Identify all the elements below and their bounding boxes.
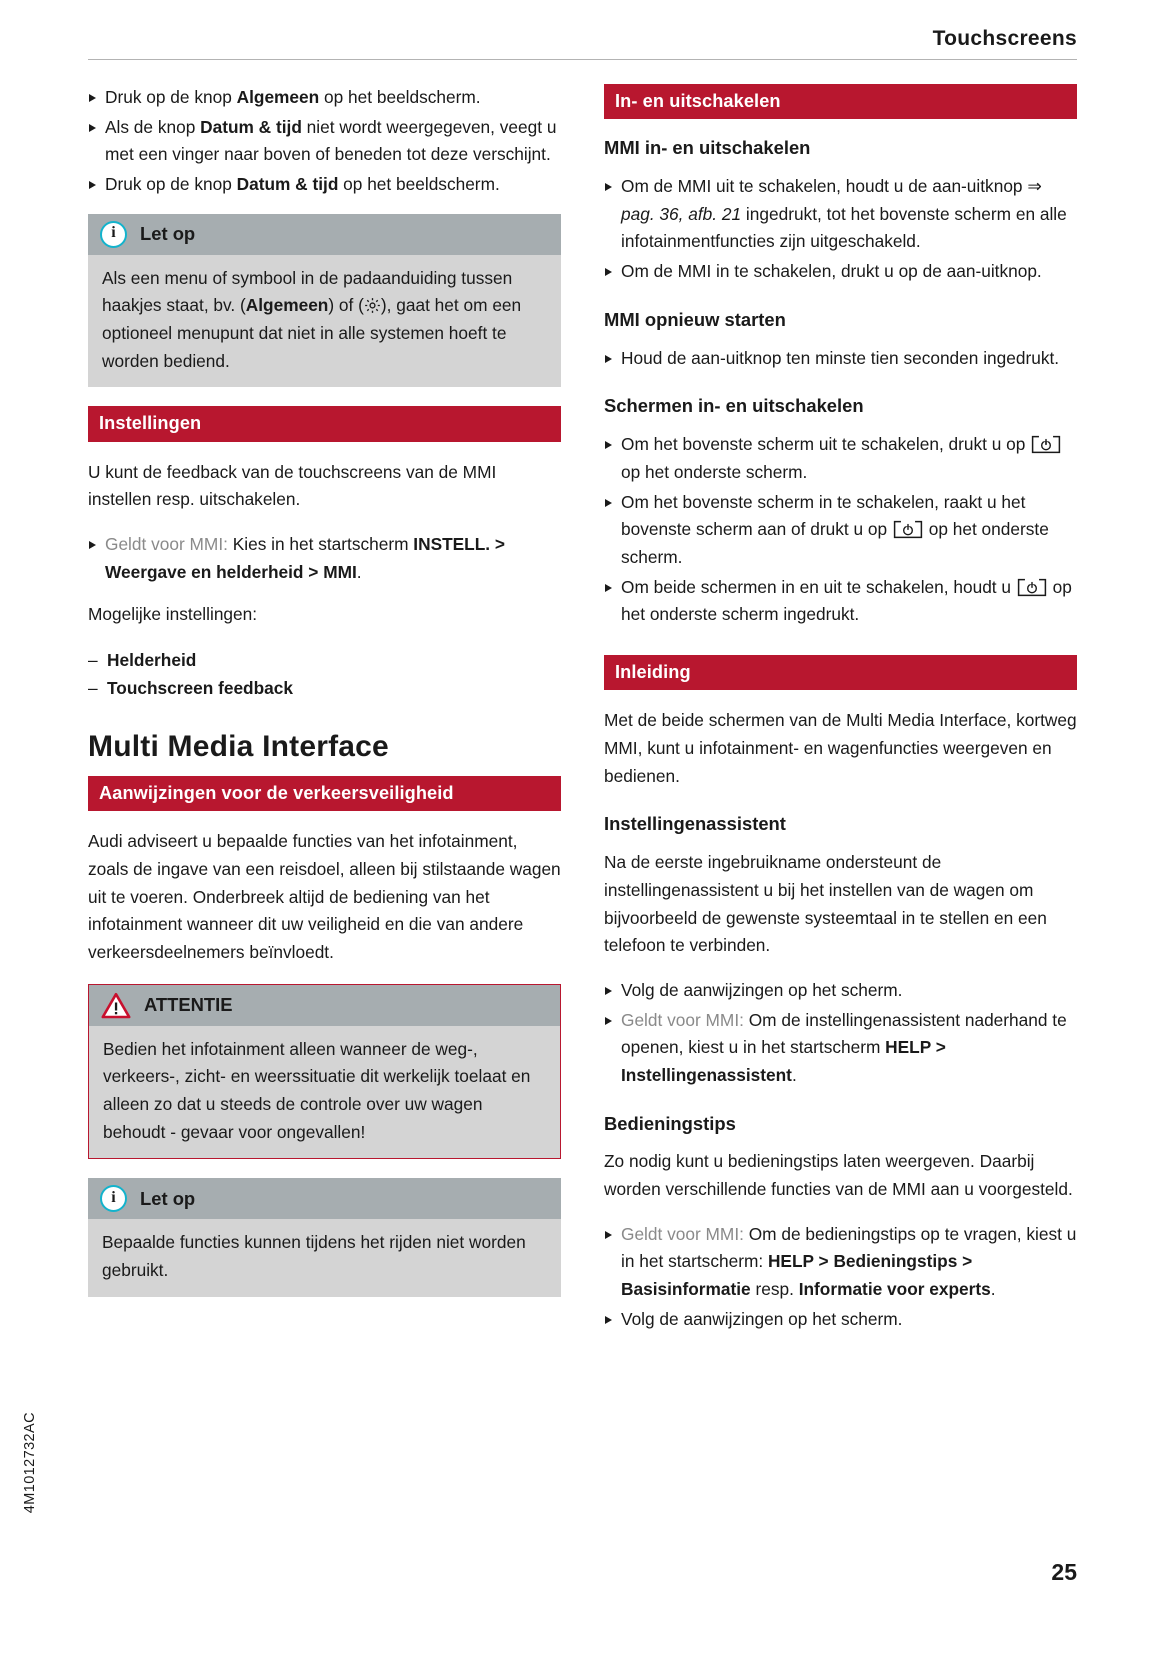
bullet-text: op het beeldscherm. [319, 87, 481, 107]
menu-path-item: Bedieningstips [833, 1251, 958, 1272]
note-box-let-op-1 [88, 214, 561, 388]
assistant-paragraph: Na de eerste ingebruikname ondersteunt de instellingenassistent u bij het instellen van de wagen om bijvoorbeeld de gewenste systeemtaal in te stellen en een telefoon te verbinden. [604, 852, 1047, 956]
subheading-instellingenassistent: Instellingenassistent [604, 813, 786, 835]
note-box-let-op-2 [88, 1178, 561, 1296]
note-box-body [88, 255, 561, 388]
section-heading-verkeersveiligheid: Aanwijzingen voor de verkeersveiligheid [88, 776, 561, 811]
bullet-text: ingedrukt, tot het bovenste scherm en alle infotainmentfuncties zijn uitgeschakeld. [621, 203, 1067, 252]
note-box-body: Bepaalde functies kunnen tijdens het rijden niet worden gebruikt. [88, 1219, 561, 1296]
bullet-text: Om de bedieningstips op te vragen, kiest u in het startscherm: [621, 1223, 1077, 1272]
note-box-header [88, 214, 561, 255]
bullet-text: Om beide schermen in en uit te schakelen, houdt u [621, 576, 1016, 597]
note-bold-term: Algemeen [245, 295, 329, 316]
menu-path-item: Informatie voor experts [798, 1279, 991, 1300]
screen-power-icon [1017, 578, 1047, 597]
bullet-text: . [791, 1064, 797, 1085]
menu-path-separator: > [930, 1037, 946, 1058]
note-text: ) of ( [328, 295, 364, 316]
assistant-list [604, 977, 1077, 1090]
subheading-mmi-in-en-uitschakelen: MMI in- en uitschakelen [604, 137, 811, 159]
bullet-text: Om de instellingenassistent naderhand te openen, kiest u in het startscherm [621, 1009, 1067, 1058]
tips-list [604, 1221, 1077, 1334]
screen-power-icon [1031, 435, 1061, 454]
menu-path-item: Instellingenassistent [621, 1064, 792, 1085]
note-text: Als een menu of symbool in de padaanduiding tussen haakjes staat, bv. ( [102, 267, 513, 316]
menu-path-separator: > [490, 533, 506, 554]
subheading-mmi-opnieuw-starten: MMI opnieuw starten [604, 308, 786, 330]
warning-box-attentie [88, 984, 561, 1160]
warning-box-label: ATTENTIE [144, 993, 233, 1015]
content-columns [88, 84, 1077, 1349]
subheading-schermen-in-en-uitschakelen: Schermen in- en uitschakelen [604, 395, 864, 417]
menu-path-item: Weergave en helderheid [105, 561, 304, 582]
bullet-text: Om het bovenste scherm in te schakelen, raakt u het bovenste scherm aan of drukt u op [621, 491, 1026, 540]
page-header [88, 28, 1077, 68]
mmi-applicability-tag: Geldt voor MMI: [621, 1009, 744, 1030]
menu-path-separator: > [303, 561, 324, 582]
list-item: Volg de aanwijzingen op het scherm. [604, 1306, 1077, 1334]
note-box-header [88, 1178, 561, 1219]
section-heading-instellingen: Instellingen [88, 406, 561, 441]
list-item [88, 114, 561, 169]
mmi-onoff-list [604, 173, 1077, 286]
menu-path-separator: > [813, 1251, 834, 1272]
warning-triangle-icon [101, 992, 131, 1019]
menu-path-item: INSTELL. [413, 533, 491, 554]
screen-power-icon [893, 520, 923, 539]
bullet-bold-term: Algemeen [236, 87, 320, 107]
steps-list-top [88, 84, 561, 199]
page-number: 25 [1051, 1559, 1077, 1586]
bullet-bold-term: Datum & tijd [200, 116, 302, 137]
bullet-text: Kies in het startscherm [227, 533, 414, 554]
menu-path-item: MMI [323, 561, 357, 582]
menu-path-item: Basisinformatie [621, 1279, 751, 1300]
bullet-text: . [990, 1279, 996, 1300]
bullet-text: resp. [750, 1279, 799, 1300]
menu-path-item: HELP [767, 1251, 814, 1272]
list-item: Houd de aan-uitknop ten minste tien seconden ingedrukt. [604, 345, 1077, 373]
section-heading-in-en-uitschakelen: In- en uitschakelen [604, 84, 1077, 119]
possible-settings-label: Mogelijke instellingen: [88, 604, 258, 625]
tips-paragraph: Zo nodig kunt u bedieningstips laten weergeven. Daarbij worden verschillende functies van de MMI aan u voorgesteld. [604, 1151, 1073, 1200]
bullet-text: op het onderste scherm ingedrukt. [621, 576, 1072, 625]
bullet-bold-term: Datum & tijd [236, 174, 339, 195]
list-item [604, 489, 1077, 572]
cross-reference-arrow-icon: ⇒ [1027, 176, 1046, 197]
bullet-text: . [356, 561, 362, 582]
bullet-text: Om de MMI uit te schakelen, houdt u de aan-uitknop [621, 176, 1028, 197]
subheading-bedieningstips: Bedieningstips [604, 1112, 736, 1134]
mmi-applicability-tag: Geldt voor MMI: [105, 533, 228, 554]
bullet-text: op het onderste scherm. [621, 462, 808, 482]
section-heading-inleiding: Inleiding [604, 655, 1077, 690]
bullet-text: Druk op de knop [105, 174, 237, 195]
list-item: – Helderheid [88, 646, 561, 674]
bullet-text: niet wordt weergegeven, veegt u met een vinger naar boven of beneden tot deze verschijnt. [105, 116, 557, 165]
settings-path-list [88, 531, 561, 586]
document-side-code: 4M1012732AC [21, 1411, 38, 1513]
header-divider [88, 59, 1077, 60]
menu-path-separator: > [957, 1251, 973, 1272]
chapter-title: Multi Media Interface [88, 729, 389, 763]
warning-box-header [89, 985, 560, 1026]
right-column [604, 84, 1077, 1349]
note-box-label: Let op [140, 1187, 196, 1209]
list-item [88, 84, 561, 112]
intro-paragraph: Met de beide schermen van de Multi Media Interface, kortweg MMI, kunt u infotainment- en wagenfuncties weergeven en bedienen. [604, 710, 1077, 786]
left-column [88, 84, 561, 1349]
info-icon: i [100, 1185, 127, 1212]
info-icon: i [100, 221, 127, 248]
cross-reference[interactable]: pag. 36, afb. 21 [621, 203, 742, 224]
restart-list [604, 345, 1077, 373]
mmi-applicability-tag: Geldt voor MMI: [621, 1223, 744, 1244]
list-item [88, 171, 561, 199]
note-text: ), gaat het om een optioneel menupunt dat niet in alle systemen hoeft te worden bediend. [102, 295, 522, 371]
list-item [604, 431, 1077, 486]
list-item: Om de MMI in te schakelen, drukt u op de aan-uitknop. [604, 258, 1077, 286]
list-item [604, 1221, 1077, 1304]
bullet-text: Als de knop [105, 116, 201, 137]
safety-paragraph: Audi adviseert u bepaalde functies van het infotainment, zoals de ingave van een reisdoel, alleen bij stilstaande wagen uit te voeren. Onderbreek altijd de bediening van het infotainment wanneer dit uw veiligheid en die van andere verkeersdeelnemers beïnvloedt. [88, 831, 561, 962]
menu-path-item: HELP [885, 1037, 931, 1058]
bullet-text: Druk op de knop [105, 87, 237, 107]
bullet-text: Om het bovenste scherm uit te schakelen, drukt u op [621, 434, 1031, 455]
header-title: Touchscreens [932, 27, 1077, 50]
list-item: – Touchscreen feedback [88, 674, 561, 702]
gear-icon [364, 297, 381, 314]
list-item [88, 531, 561, 586]
warning-box-body: Bedien het infotainment alleen wanneer de weg-, verkeers-, zicht- en weerssituatie dit werkelijk toelaat en alleen zo dat u steeds de controle over uw wagen behoudt - gevaar voor ongevallen! [89, 1026, 560, 1159]
screens-onoff-list [604, 431, 1077, 629]
settings-paragraph: U kunt de feedback van de touchscreens van de MMI instellen resp. uitschakelen. [88, 461, 497, 510]
list-item [604, 173, 1077, 256]
bullet-text: op het beeldscherm. [338, 174, 500, 195]
list-item [604, 1007, 1077, 1090]
bullet-text: op het onderste scherm. [621, 519, 1049, 568]
note-box-label: Let op [140, 222, 196, 244]
possible-settings-list [88, 646, 561, 702]
list-item [604, 574, 1077, 629]
list-item: Volg de aanwijzingen op het scherm. [604, 977, 1077, 1005]
